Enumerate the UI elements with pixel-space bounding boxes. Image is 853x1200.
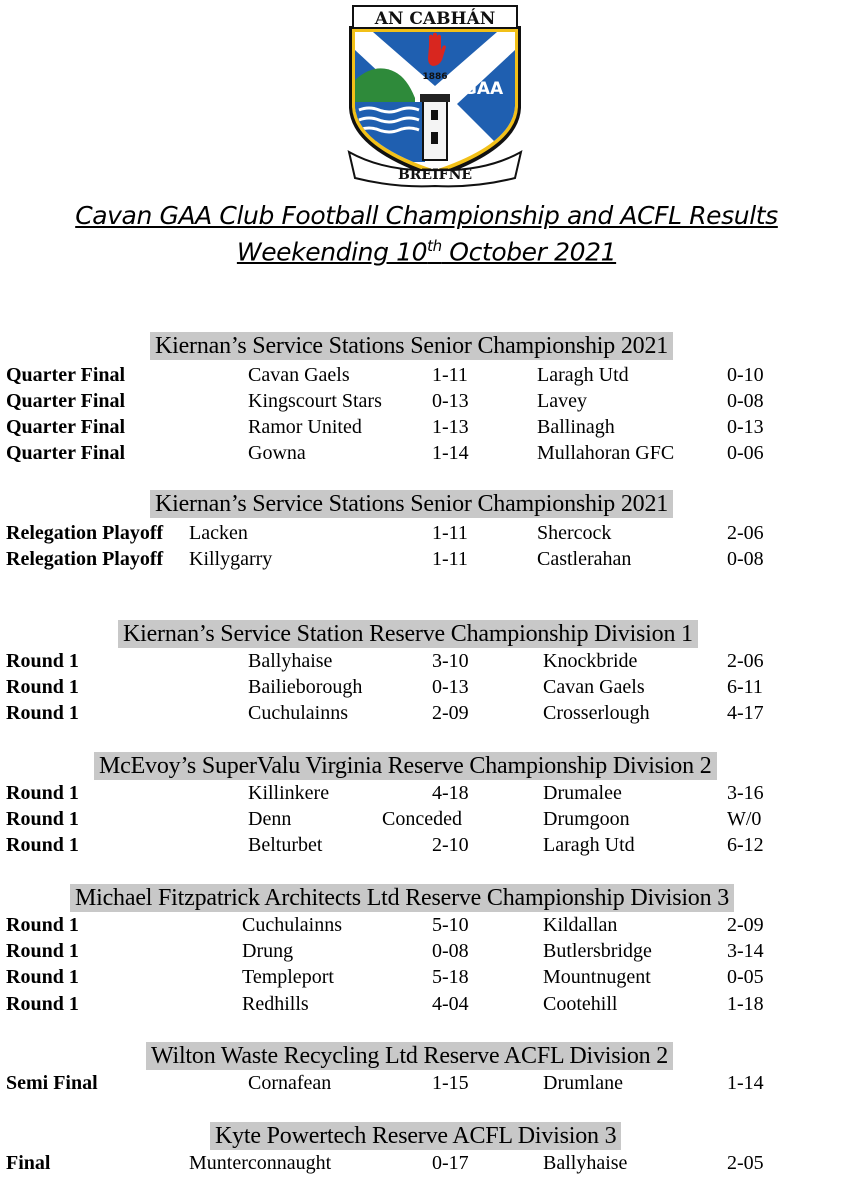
fixture-row (0, 1070, 853, 1096)
home-team: Cavan Gaels (248, 364, 350, 386)
away-score: 1-18 (727, 993, 764, 1015)
fixture-row (0, 414, 853, 440)
away-score: 0-10 (727, 364, 764, 386)
fixture-stage: Quarter Final (6, 390, 126, 412)
away-score: 1-14 (727, 1072, 764, 1094)
away-team: Mullahoran GFC (537, 442, 675, 464)
home-team: Templeport (242, 966, 334, 988)
fixture-stage: Round 1 (6, 940, 79, 962)
fixture-stage: Semi Final (6, 1072, 98, 1094)
fixture-row (0, 912, 853, 938)
fixture-row (0, 388, 853, 414)
section-heading: Kiernan’s Service Station Reserve Championship Division 1 (118, 620, 698, 648)
fixture-stage: Round 1 (6, 834, 79, 856)
home-score: 1-11 (432, 522, 468, 544)
away-team: Knockbride (543, 650, 638, 672)
subtitle-prefix: Weekending 10 (236, 237, 428, 267)
fixture-stage: Quarter Final (6, 442, 126, 464)
fixture-row (0, 806, 853, 832)
fixture-stage: Round 1 (6, 702, 79, 724)
home-team: Drung (242, 940, 294, 962)
away-score: W/0 (727, 808, 762, 830)
home-score: 1-15 (432, 1072, 469, 1094)
cavan-gaa-crest (345, 2, 525, 188)
fixture-stage: Round 1 (6, 966, 79, 988)
fixture-row (0, 780, 853, 806)
away-team: Cootehill (543, 993, 618, 1015)
away-score: 6-11 (727, 676, 763, 698)
home-score: 1-13 (432, 416, 469, 438)
away-team: Lavey (537, 390, 587, 412)
away-team: Crosserlough (543, 702, 650, 724)
fixture-row (0, 1150, 853, 1176)
away-score: 0-08 (727, 390, 764, 412)
away-team: Drumgoon (543, 808, 630, 830)
away-score: 0-05 (727, 966, 764, 988)
away-team: Mountnugent (543, 966, 651, 988)
home-team: Denn (248, 808, 292, 830)
away-team: Drumlane (543, 1072, 623, 1094)
fixture-stage: Round 1 (6, 914, 79, 936)
away-team: Butlersbridge (543, 940, 652, 962)
away-score: 3-16 (727, 782, 764, 804)
fixture-row (0, 991, 853, 1017)
away-score: 2-06 (727, 522, 764, 544)
home-team: Kingscourt Stars (248, 390, 382, 412)
away-team: Shercock (537, 522, 612, 544)
home-score: 0-17 (432, 1152, 469, 1174)
home-team: Cuchulainns (242, 914, 342, 936)
home-score: 5-10 (432, 914, 469, 936)
home-score: Conceded (382, 808, 462, 830)
fixture-row (0, 648, 853, 674)
subtitle-superscript: th (427, 237, 442, 255)
away-score: 6-12 (727, 834, 764, 856)
home-score: 4-18 (432, 782, 469, 804)
fixture-stage: Relegation Playoff (6, 522, 164, 544)
fixture-row (0, 546, 853, 572)
fixture-row (0, 700, 853, 726)
home-score: 5-18 (432, 966, 469, 988)
home-team: Ballyhaise (248, 650, 333, 672)
crest-top-text: AN CABHÁN (374, 9, 496, 29)
away-team: Kildallan (543, 914, 618, 936)
fixture-stage: Relegation Playoff (6, 548, 164, 570)
away-team: Ballinagh (537, 416, 615, 438)
home-score: 3-10 (432, 650, 469, 672)
home-score: 0-13 (432, 390, 469, 412)
fixture-row (0, 938, 853, 964)
home-score: 2-09 (432, 702, 469, 724)
home-team: Bailieborough (248, 676, 363, 698)
away-score: 2-06 (727, 650, 764, 672)
away-team: Laragh Utd (543, 834, 635, 856)
fixture-stage: Round 1 (6, 782, 79, 804)
home-score: 1-14 (432, 442, 469, 464)
home-team: Gowna (248, 442, 306, 464)
fixture-row (0, 964, 853, 990)
section-heading: Kiernan’s Service Stations Senior Championship 2021 (150, 490, 673, 518)
away-team: Ballyhaise (543, 1152, 628, 1174)
document-subtitle (0, 237, 853, 266)
home-team: Lacken (189, 522, 248, 544)
away-team: Cavan Gaels (543, 676, 645, 698)
away-score: 3-14 (727, 940, 764, 962)
home-score: 4-04 (432, 993, 469, 1015)
subtitle-suffix: October 2021 (441, 237, 617, 267)
fixture-stage: Final (6, 1152, 51, 1174)
away-score: 2-05 (727, 1152, 764, 1174)
fixture-stage: Round 1 (6, 676, 79, 698)
home-team: Killygarry (189, 548, 273, 570)
away-score: 0-08 (727, 548, 764, 570)
section-heading: Michael Fitzpatrick Architects Ltd Reserve Championship Division 3 (70, 884, 734, 912)
fixture-row (0, 520, 853, 546)
fixture-stage: Quarter Final (6, 416, 126, 438)
away-team: Laragh Utd (537, 364, 629, 386)
section-heading: McEvoy’s SuperValu Virginia Reserve Championship Division 2 (94, 752, 717, 780)
home-team: Killinkere (248, 782, 330, 804)
section-heading: Wilton Waste Recycling Ltd Reserve ACFL Division 2 (146, 1042, 673, 1070)
home-team: Ramor United (248, 416, 362, 438)
away-score: 0-06 (727, 442, 764, 464)
home-team: Belturbet (248, 834, 323, 856)
home-score: 1-11 (432, 364, 468, 386)
away-score: 0-13 (727, 416, 764, 438)
fixture-row (0, 832, 853, 858)
away-team: Drumalee (543, 782, 622, 804)
section-heading: Kiernan’s Service Stations Senior Championship 2021 (150, 332, 673, 360)
home-score: 0-13 (432, 676, 469, 698)
fixture-row (0, 440, 853, 466)
home-score: 2-10 (432, 834, 469, 856)
away-team: Castlerahan (537, 548, 632, 570)
home-team: Cuchulainns (248, 702, 348, 724)
crest-bottom-text: BREIFNE (397, 167, 473, 183)
home-team: Cornafean (248, 1072, 332, 1094)
fixture-row (0, 362, 853, 388)
fixture-stage: Round 1 (6, 993, 79, 1015)
home-score: 0-08 (432, 940, 469, 962)
crest-year: 1886 (422, 72, 448, 82)
home-team: Redhills (242, 993, 309, 1015)
away-score: 2-09 (727, 914, 764, 936)
home-score: 1-11 (432, 548, 468, 570)
away-score: 4-17 (727, 702, 764, 724)
crest-gaa-text: GAA (462, 79, 504, 99)
fixture-row (0, 674, 853, 700)
home-team: Munterconnaught (189, 1152, 332, 1174)
fixture-stage: Round 1 (6, 650, 79, 672)
section-heading: Kyte Powertech Reserve ACFL Division 3 (210, 1122, 621, 1150)
fixture-stage: Quarter Final (6, 364, 126, 386)
fixture-stage: Round 1 (6, 808, 79, 830)
document-title: Cavan GAA Club Football Championship and ACFL Results (75, 201, 778, 230)
